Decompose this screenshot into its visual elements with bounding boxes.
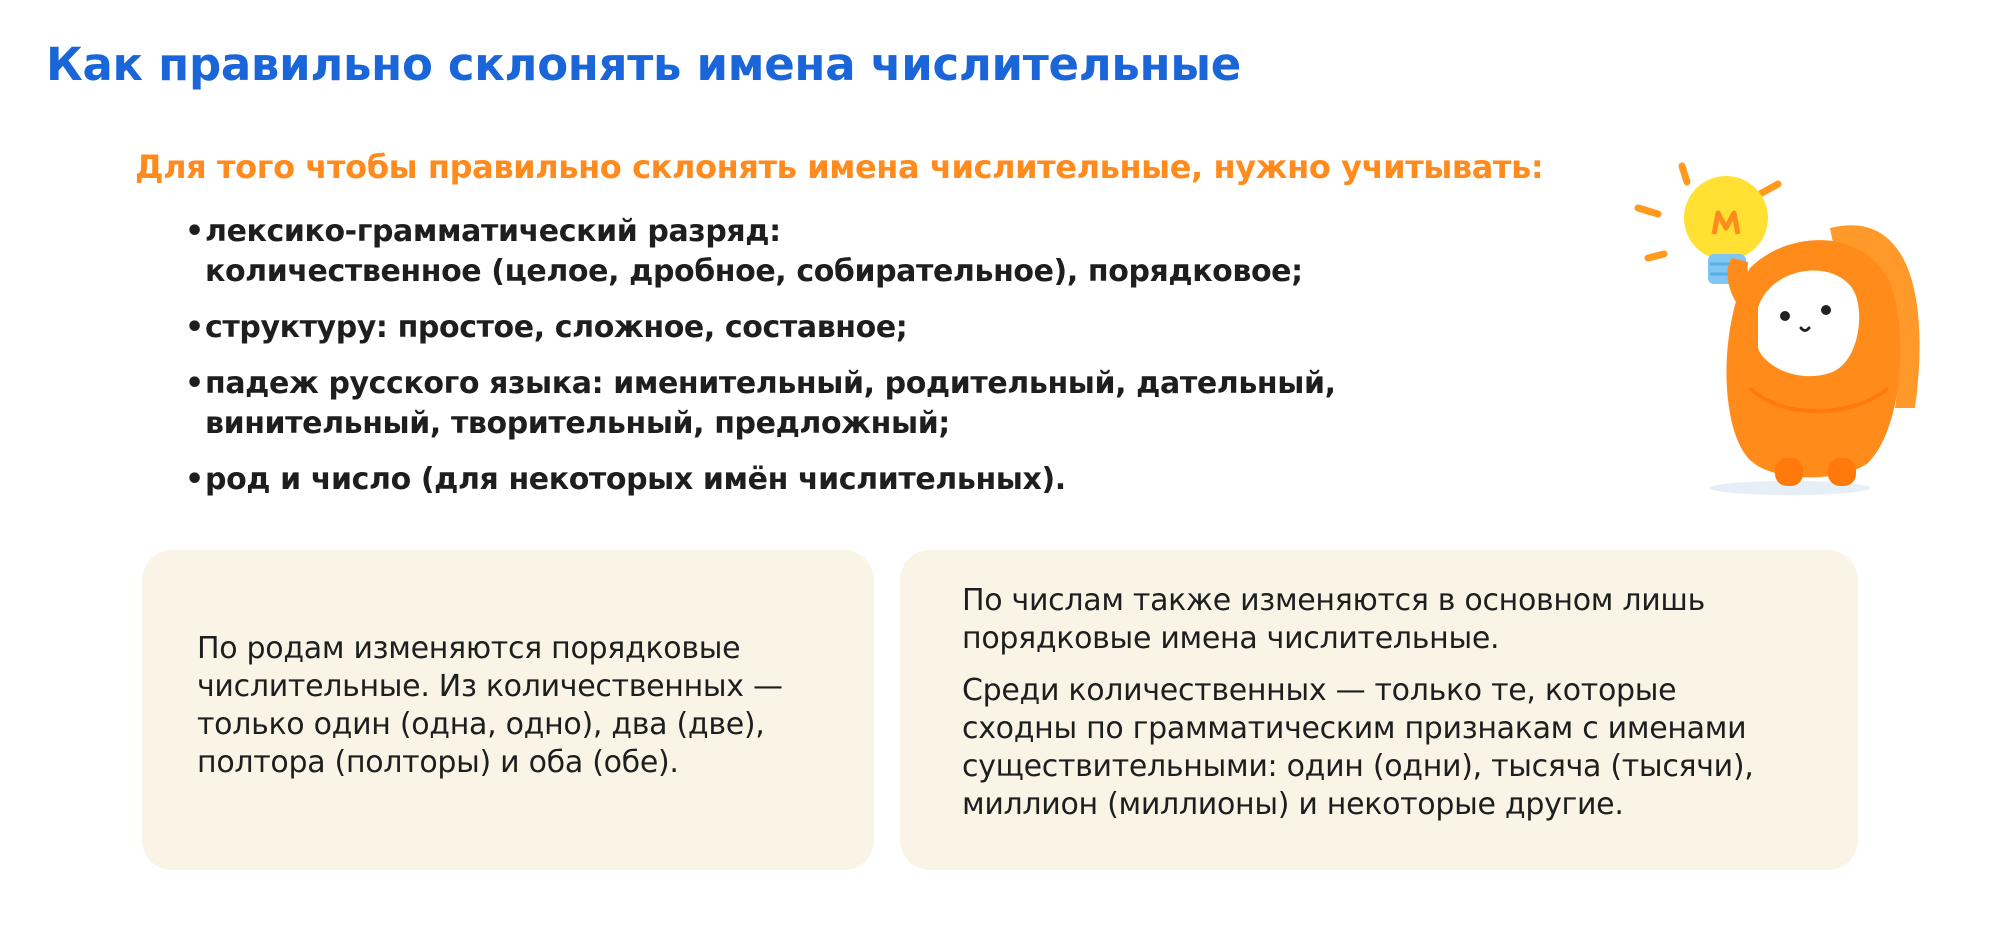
card-paragraph — [197, 630, 834, 782]
card-line: По родам изменяются порядковые — [197, 631, 741, 666]
mascot-leg — [1775, 458, 1803, 486]
list-item-line: количественное (целое, дробное, собирательное), порядковое; — [205, 254, 1303, 289]
card-line: порядковые имена числительные. — [962, 621, 1500, 656]
bullet-marker: • — [185, 462, 204, 497]
bullet-marker: • — [185, 366, 204, 401]
list-item-line: род и число (для некоторых имён числительных). — [205, 462, 1066, 497]
backpack-mascot-icon — [1630, 158, 1970, 498]
intro-text: Для того чтобы правильно склонять имена числительные, нужно учитывать: — [135, 148, 1544, 186]
list-item — [185, 364, 1336, 444]
card-line: По числам также изменяются в основном лишь — [962, 583, 1705, 618]
list-item — [185, 212, 1336, 292]
mascot-eye — [1821, 305, 1831, 315]
list-item-line: винительный, творительный, предложный; — [205, 406, 950, 441]
mascot-eye — [1780, 311, 1790, 321]
card-line: миллион (миллионы) и некоторые другие. — [962, 787, 1624, 822]
card-line: полтора (полторы) и оба (обе). — [197, 745, 679, 780]
card-line: существительными: один (одни), тысяча (тысячи), — [962, 749, 1754, 784]
card-line: только один (одна, одно), два (две), — [197, 707, 765, 742]
criteria-list — [185, 212, 1336, 516]
number-info-card — [900, 550, 1858, 870]
card-line: числительные. Из количественных — — [197, 669, 783, 704]
card-line: Среди количественных — только те, которые — [962, 673, 1677, 708]
list-item — [185, 460, 1336, 500]
card-line: сходны по грамматическим признакам с именами — [962, 711, 1747, 746]
bullet-marker: • — [185, 310, 204, 345]
list-item-line: лексико-грамматический разряд: — [205, 214, 781, 249]
list-item — [185, 308, 1336, 348]
bullet-marker: • — [185, 214, 204, 249]
mascot-leg — [1828, 458, 1856, 486]
card-paragraph — [962, 672, 1818, 824]
gender-info-card — [142, 550, 874, 870]
page-title: Как правильно склонять имена числительные — [46, 38, 1241, 91]
list-item-line: структуру: простое, сложное, составное; — [205, 310, 908, 345]
card-paragraph — [962, 582, 1818, 658]
list-item-line: падеж русского языка: именительный, родительный, дательный, — [205, 366, 1336, 401]
mascot-face — [1758, 271, 1859, 377]
